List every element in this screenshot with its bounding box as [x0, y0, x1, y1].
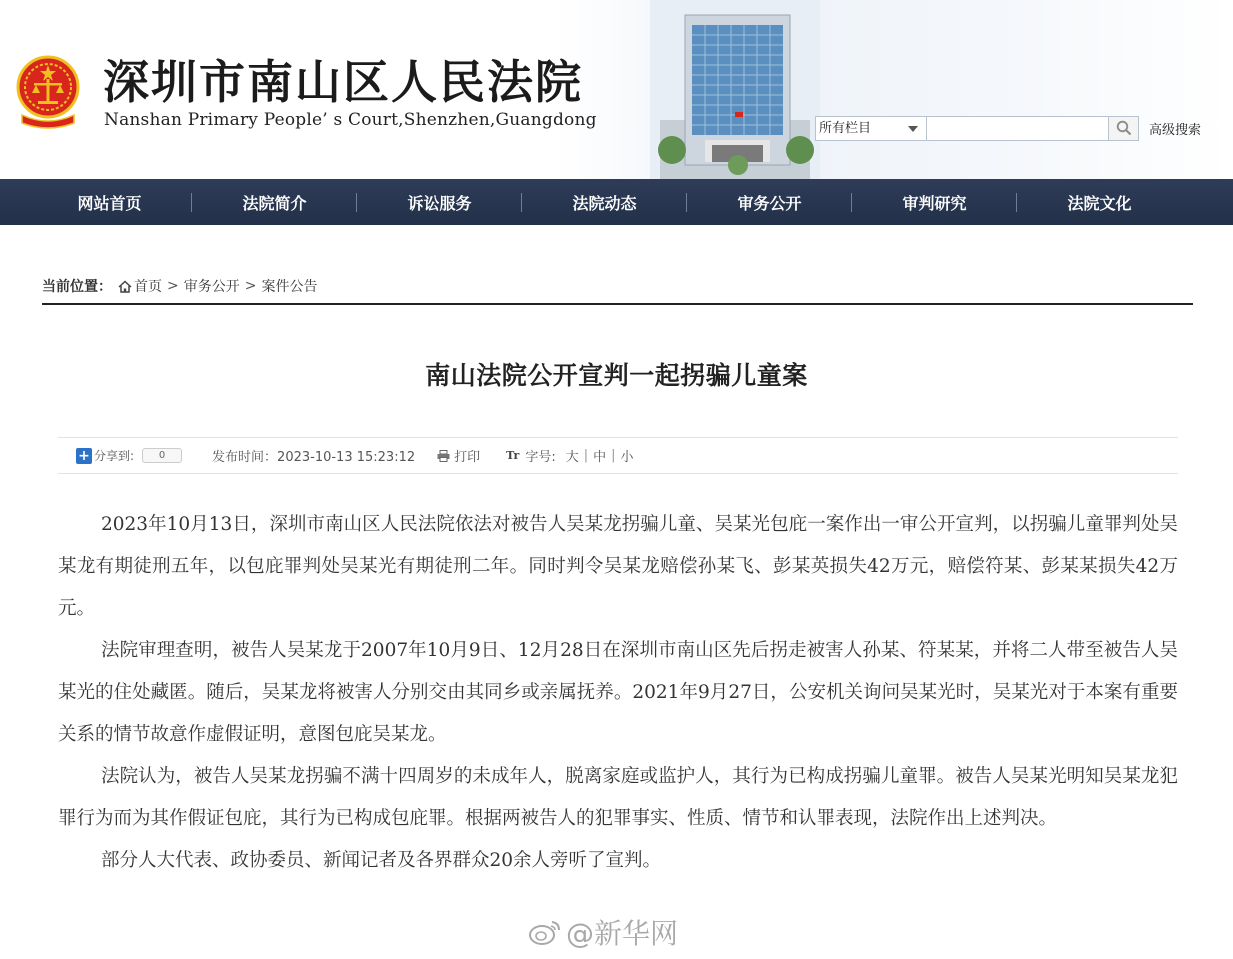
article-paragraph: 法院认为，被告人吴某龙拐骗不满十四周岁的未成年人，脱离家庭或监护人，其行为已构成拐骗儿童罪。被告人吴某光明知吴某龙犯罪行为而为其作假证包庇，其行为已构成包庇罪。根据两被告人的犯罪事实、性质、情节和认罪表现，法院作出上述判决。 [58, 766, 1178, 829]
share-widget[interactable] [76, 447, 182, 464]
home-icon [118, 280, 132, 293]
nav-item-culture[interactable]: 法院文化 [1067, 193, 1132, 213]
search-scope-value: 所有栏目 [819, 120, 872, 136]
printer-icon [437, 450, 450, 462]
print-button[interactable] [437, 446, 480, 465]
article-body [58, 504, 1178, 882]
chevron-down-icon [908, 126, 918, 132]
nav-item-litigation[interactable]: 诉讼服务 [357, 179, 522, 225]
site-header [0, 0, 1233, 179]
font-size-divider: | [583, 448, 589, 463]
font-size-large[interactable]: 大 [565, 450, 579, 465]
font-size-label: 字号: [525, 450, 556, 465]
breadcrumb-home[interactable]: 首页 [134, 279, 162, 295]
breadcrumb-separator: > [167, 278, 179, 294]
search-scope-select[interactable] [815, 116, 927, 141]
search-icon [1116, 120, 1132, 136]
nav-item-openness[interactable]: 审务公开 [687, 179, 852, 225]
search-input[interactable] [927, 116, 1109, 141]
court-name-cn: 深圳市南山区人民法院 [103, 55, 583, 109]
share-label[interactable]: 分享到: [94, 449, 135, 463]
advanced-search-link[interactable]: 高级搜索 [1149, 122, 1202, 138]
main-nav [0, 179, 1233, 225]
nav-item-research[interactable]: 审判研究 [852, 179, 1017, 225]
watermark-text: @新华网 [566, 917, 679, 950]
article-title: 南山法院公开宣判一起拐骗儿童案 [425, 361, 808, 390]
article-paragraph: 法院审理查明，被告人吴某龙于2007年10月9日、12月28日在深圳市南山区先后拐走被害人孙某、符某某，并将二人带至被告人吴某光的住处藏匿。随后，吴某龙将被害人分别交由其同乡或亲属抚养。2021年9月27日，公安机关询问吴某光时，吴某光对于本案有重要关系的情节故意作虚假证明，意图包庇吴某龙。 [58, 640, 1178, 745]
nav-item-news[interactable]: 法院动态 [522, 179, 687, 225]
nav-item-home[interactable]: 网站首页 [27, 179, 192, 225]
font-size-medium[interactable]: 中 [593, 450, 607, 465]
breadcrumb [42, 276, 317, 296]
search-bar [815, 115, 1201, 141]
publish-time: 发布时间：2023-10-13 15:23:12 [212, 450, 416, 465]
share-count: 0 [142, 448, 182, 463]
watermark [528, 912, 678, 952]
print-label[interactable]: 打印 [454, 450, 481, 465]
court-name-en: Nanshan Primary People’ s Court,Shenzhen,Guangdong [104, 110, 597, 130]
font-size-divider: | [611, 448, 616, 463]
font-size-icon: Tr [506, 449, 520, 462]
breadcrumb-label: 当前位置： [42, 279, 112, 295]
breadcrumb-announcements[interactable]: 案件公告 [261, 279, 318, 295]
court-emblem-icon [16, 55, 80, 131]
font-size-small[interactable]: 小 [620, 450, 634, 465]
breadcrumb-separator: > [244, 278, 257, 294]
breadcrumb-divider [42, 303, 1193, 305]
plus-share-icon[interactable]: + [76, 448, 92, 464]
article-paragraph: 部分人大代表、政协委员、新闻记者及各界群众20余人旁听了宣判。 [101, 850, 662, 871]
article-meta-bar [58, 437, 1178, 474]
article-paragraph: 2023年10月13日，深圳市南山区人民法院依法对被告人吴某龙拐骗儿童、吴某光包庇一案作出一审公开宣判，以拐骗儿童罪判处吴某龙有期徒刑五年，以包庇罪判处吴某光有期徒刑二年。同时判令吴某龙赔偿孙某飞、彭某英损失42万元，赔偿符某、彭某某损失42万元。 [58, 514, 1178, 619]
font-size-control [506, 446, 633, 465]
court-building-image [650, 0, 820, 179]
weibo-icon [528, 918, 562, 946]
breadcrumb-openness[interactable]: 审务公开 [183, 279, 240, 295]
search-button[interactable] [1109, 116, 1139, 141]
nav-item-about[interactable]: 法院简介 [192, 179, 357, 225]
